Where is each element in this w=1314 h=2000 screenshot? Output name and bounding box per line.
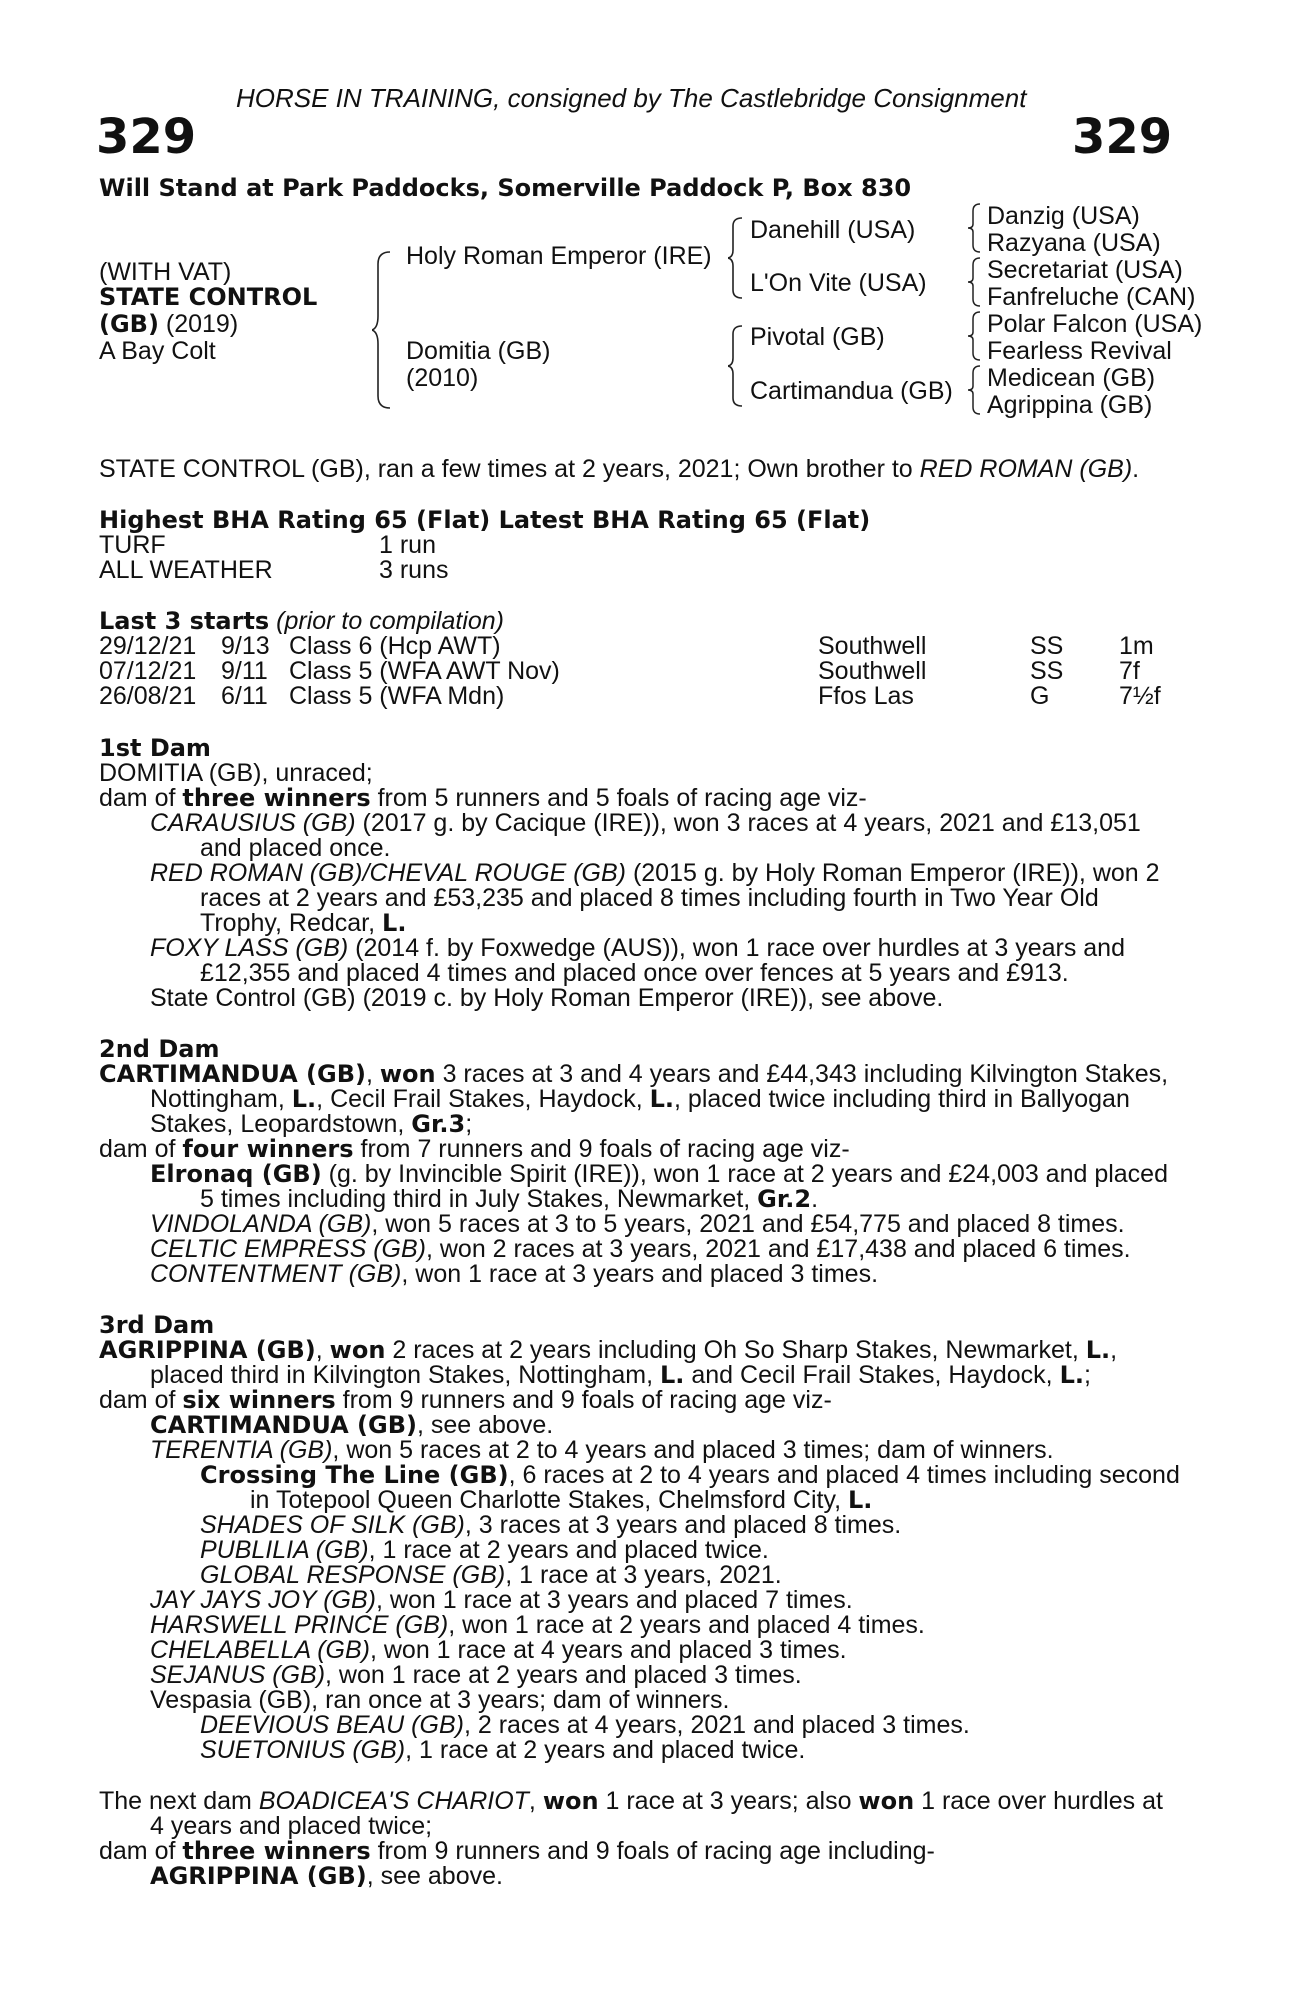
rating-row-turf: TURF 1 run <box>99 531 436 559</box>
rating-row-aw: ALL WEATHER 3 runs <box>99 556 449 584</box>
third-dam-line: Crossing The Line (GB), 6 races at 2 to 4 years and placed 4 times including second <box>200 1461 1180 1489</box>
third-dam-line: PUBLILIA (GB), 1 race at 2 years and placed twice. <box>200 1536 769 1564</box>
first-dam-line: DOMITIA (GB), unraced; <box>99 759 373 787</box>
second-dam-line: CONTENTMENT (GB), won 1 race at 3 years and placed 3 times. <box>150 1260 879 1288</box>
first-dam-line: CARAUSIUS (GB) (2017 g. by Cacique (IRE)), won 3 races at 4 years, 2021 and £13,051 <box>150 809 1141 837</box>
rating-heading: Highest BHA Rating 65 (Flat) Latest BHA Rating 65 (Flat) <box>99 506 871 534</box>
third-dam-line: TERENTIA (GB), won 5 races at 2 to 4 years and placed 3 times; dam of winners. <box>150 1436 1054 1464</box>
third-dam-line: placed third in Kilvington Stakes, Nottingham, L. and Cecil Frail Stakes, Haydock, L.; <box>150 1361 1091 1389</box>
pedigree-brace-ds <box>968 310 984 362</box>
second-dam-line: Nottingham, L., Cecil Frail Stakes, Haydock, L., placed twice including third in Ballyogan <box>150 1085 1130 1113</box>
pedigree-dam: Domitia (GB) <box>406 337 551 365</box>
next-dam-line: The next dam BOADICEA'S CHARIOT, won 1 race at 3 years; also won 1 race over hurdles at <box>99 1787 1163 1815</box>
first-dam-line: dam of three winners from 5 runners and 5 foals of racing age viz- <box>99 784 867 812</box>
next-dam-line: dam of three winners from 9 runners and 9 foals of racing age including- <box>99 1837 935 1865</box>
pedigree-sdd: Fanfreluche (CAN) <box>987 283 1196 311</box>
pedigree-sds: Secretariat (USA) <box>987 256 1183 284</box>
lot-number-left: 329 <box>96 109 197 165</box>
first-dam-line: State Control (GB) (2019 c. by Holy Roman Emperor (IRE)), see above. <box>150 984 944 1012</box>
second-dam-line: Stakes, Leopardstown, Gr.3; <box>150 1110 473 1138</box>
first-dam-line: RED ROMAN (GB)/CHEVAL ROUGE (GB) (2015 g. by Holy Roman Emperor (IRE)), won 2 <box>150 859 1160 887</box>
third-dam-line: SHADES OF SILK (GB), 3 races at 3 years and placed 8 times. <box>200 1511 902 1539</box>
start-row: 26/08/21 6/11 Class 5 (WFA Mdn) Ffos Las G 7½f <box>99 682 1161 710</box>
lot-number-right: 329 <box>1072 109 1173 165</box>
start-row: 07/12/21 9/11 Class 5 (WFA AWT Nov) Southwell SS 7f <box>99 657 1140 685</box>
starts-heading: Last 3 starts (prior to compilation) <box>99 607 505 635</box>
third-dam-line: in Totepool Queen Charlotte Stakes, Chelmsford City, L. <box>250 1486 873 1514</box>
horse-origin-year: (GB) (2019) <box>99 310 239 338</box>
horse-name: STATE CONTROL <box>99 283 318 311</box>
third-dam-line: CARTIMANDUA (GB), see above. <box>150 1411 554 1439</box>
pedigree-sire: Holy Roman Emperor (IRE) <box>406 242 712 270</box>
first-dam-line: FOXY LASS (GB) (2014 f. by Foxwedge (AUS)), won 1 race over hurdles at 3 years and <box>150 934 1125 962</box>
next-dam-line: 4 years and placed twice; <box>150 1812 433 1840</box>
pedigree-sss: Danzig (USA) <box>987 202 1140 230</box>
first-dam-line: Trophy, Redcar, L. <box>200 909 407 937</box>
second-dam-line: CELTIC EMPRESS (GB), won 2 races at 3 years, 2021 and £17,438 and placed 6 times. <box>150 1235 1131 1263</box>
pedigree-ssd: Razyana (USA) <box>987 229 1161 257</box>
pedigree-brace-dam <box>728 324 746 408</box>
pedigree-sire-sire: Danehill (USA) <box>750 216 916 244</box>
second-dam-line: VINDOLANDA (GB), won 5 races at 3 to 5 years, 2021 and £54,775 and placed 8 times. <box>150 1210 1125 1238</box>
pedigree-dam-sire: Pivotal (GB) <box>750 323 885 351</box>
start-row: 29/12/21 9/13 Class 6 (Hcp AWT) Southwell SS 1m <box>99 632 1154 660</box>
pedigree-ddd: Agrippina (GB) <box>987 391 1153 419</box>
pedigree-dds: Medicean (GB) <box>987 364 1156 392</box>
first-dam-line: £12,355 and placed 4 times and placed once over fences at 5 years and £913. <box>200 959 1069 987</box>
third-dam-line: SUETONIUS (GB), 1 race at 2 years and placed twice. <box>200 1736 806 1764</box>
second-dam-line: dam of four winners from 7 runners and 9 foals of racing age viz- <box>99 1135 850 1163</box>
pedigree-dam-year: (2010) <box>406 364 479 392</box>
pedigree-dam-dam: Cartimandua (GB) <box>750 377 953 405</box>
pedigree-brace-sd <box>968 256 984 308</box>
third-dam-line: CHELABELLA (GB), won 1 race at 4 years and placed 3 times. <box>150 1636 847 1664</box>
second-dam-line: Elronaq (GB) (g. by Invincible Spirit (IRE)), won 1 race at 2 years and £24,003 and placed <box>150 1160 1168 1188</box>
pedigree-brace-ss <box>968 202 984 254</box>
third-dam-line: DEEVIOUS BEAU (GB), 2 races at 4 years, 2021 and placed 3 times. <box>200 1711 970 1739</box>
pedigree-brace-dd <box>968 364 984 416</box>
third-dam-line: Vespasia (GB), ran once at 3 years; dam of winners. <box>150 1686 730 1714</box>
pedigree-sire-dam: L'On Vite (USA) <box>750 269 927 297</box>
pedigree-brace-sire <box>728 216 746 300</box>
header-title: HORSE IN TRAINING, consigned by The Castlebridge Consignment <box>236 83 1027 113</box>
first-dam-line: races at 2 years and £53,235 and placed 8 times including fourth in Two Year Old <box>200 884 1099 912</box>
first-dam-heading: 1st Dam <box>99 734 211 762</box>
third-dam-line: JAY JAYS JOY (GB), won 1 race at 3 years and placed 7 times. <box>150 1586 853 1614</box>
vat-note: (WITH VAT) <box>99 258 232 286</box>
third-dam-line: AGRIPPINA (GB), won 2 races at 2 years including Oh So Sharp Stakes, Newmarket, L., <box>99 1336 1118 1364</box>
pedigree-dsd: Fearless Revival <box>987 337 1172 365</box>
horse-description: A Bay Colt <box>99 337 216 365</box>
pedigree-dss: Polar Falcon (USA) <box>987 310 1203 338</box>
next-dam-line: AGRIPPINA (GB), see above. <box>150 1862 503 1890</box>
third-dam-line: dam of six winners from 9 runners and 9 foals of racing age viz- <box>99 1386 832 1414</box>
second-dam-line: CARTIMANDUA (GB), won 3 races at 3 and 4 years and £44,343 including Kilvington Stakes, <box>99 1060 1169 1088</box>
second-dam-line: 5 times including third in July Stakes, Newmarket, Gr.2. <box>200 1185 819 1213</box>
third-dam-line: HARSWELL PRINCE (GB), won 1 race at 2 years and placed 4 times. <box>150 1611 925 1639</box>
first-dam-line: and placed once. <box>200 834 391 862</box>
third-dam-line: GLOBAL RESPONSE (GB), 1 race at 3 years, 2021. <box>200 1561 782 1589</box>
pedigree-brace-main <box>372 250 394 410</box>
summary-line: STATE CONTROL (GB), ran a few times at 2 years, 2021; Own brother to RED ROMAN (GB). <box>99 455 1140 483</box>
stand-location: Will Stand at Park Paddocks, Somerville Paddock P, Box 830 <box>99 174 912 202</box>
second-dam-heading: 2nd Dam <box>99 1035 220 1063</box>
third-dam-line: SEJANUS (GB), won 1 race at 2 years and placed 3 times. <box>150 1661 802 1689</box>
third-dam-heading: 3rd Dam <box>99 1311 215 1339</box>
